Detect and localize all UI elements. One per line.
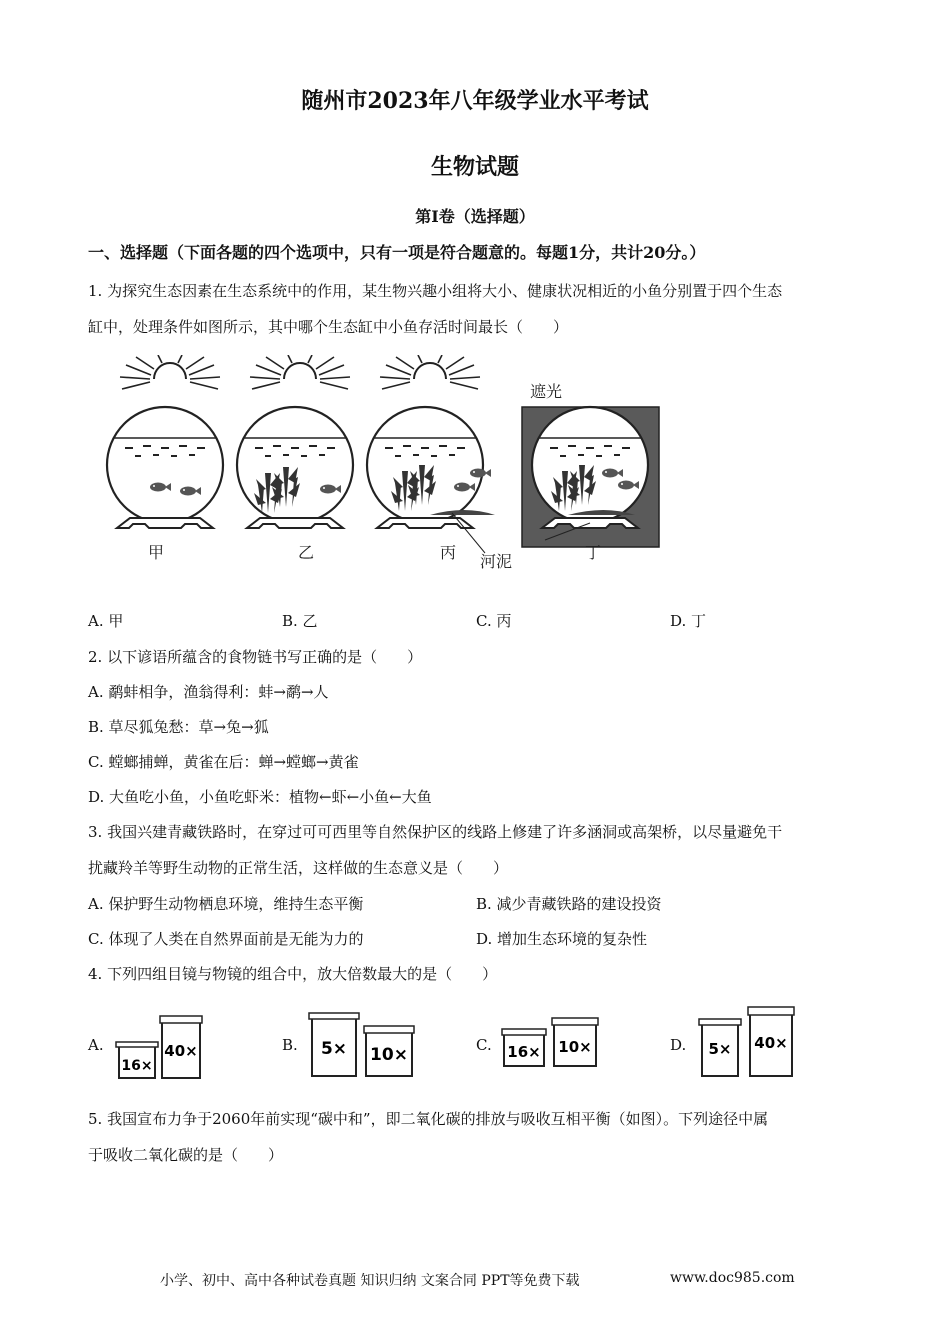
q4-option-a-letter: A.: [88, 1036, 104, 1054]
q3-stem-line1: 3. 我国兴建青藏铁路时，在穿过可可西里等自然保护区的线路上修建了许多涵洞或高架桥，以尽量避免干: [88, 823, 783, 841]
q3-stem-line2: 扰藏羚羊等野生动物的正常生活，这样做的生态意义是（ ）: [88, 859, 509, 877]
q4-option-c-letter: C.: [476, 1036, 492, 1054]
lens-c-eyepiece-label: 16×: [507, 1043, 541, 1061]
lens-d-eyepiece-label: 5×: [708, 1040, 732, 1058]
label-jia: 甲: [148, 543, 165, 562]
q3-option-b: B. 减少青藏铁路的建设投资: [476, 895, 662, 913]
q2-option-a: A. 鹬蚌相争，渔翁得利：蚌→鹬→人: [88, 683, 329, 701]
q3-option-a: A. 保护野生动物栖息环境，维持生态平衡: [88, 895, 364, 913]
q1-stem-line2: 缸中，处理条件如图所示，其中哪个生态缸中小鱼存活时间最长（ ）: [88, 318, 569, 336]
lens-c-objective-label: 10×: [558, 1038, 592, 1056]
q3-option-c: C. 体现了人类在自然界面前是无能为力的: [88, 930, 364, 948]
lens-d-objective-label: 40×: [754, 1034, 788, 1052]
q2-option-b: B. 草尽狐兔愁：草→兔→狐: [88, 718, 269, 736]
q4-lens-set-c: [498, 1012, 608, 1072]
footer-url[interactable]: www.doc985.com: [670, 1270, 795, 1286]
q4-stem: 4. 下列四组目镜与物镜的组合中，放大倍数最大的是（ ）: [88, 965, 498, 983]
q2-stem: 2. 以下谚语所蕴含的食物链书写正确的是（ ）: [88, 648, 423, 666]
q1-option-b: B. 乙: [282, 612, 318, 630]
label-bing: 丙: [440, 543, 457, 562]
q1-stem-line1: 1. 为探究生态因素在生态系统中的作用，某生物兴趣小组将大小、健康状况相近的小鱼分别置于四个生态: [88, 282, 783, 300]
lens-a-eyepiece-label: 16×: [121, 1058, 153, 1074]
q4-option-b-letter: B.: [282, 1036, 298, 1054]
volume-heading: 第I卷（选择题）: [415, 207, 535, 226]
q1-ecosystem-figure: [100, 355, 670, 580]
q4-option-d-letter: D.: [670, 1036, 687, 1054]
q4-lens-set-b: [304, 1010, 424, 1082]
lens-b-objective-label: 10×: [370, 1045, 408, 1065]
q1-option-a: A. 甲: [88, 612, 124, 630]
q1-option-c: C. 丙: [476, 612, 512, 630]
label-yi: 乙: [298, 543, 315, 562]
lens-a-objective-label: 40×: [164, 1042, 198, 1060]
q2-option-c: C. 螳螂捕蝉，黄雀在后：蝉→螳螂→黄雀: [88, 753, 359, 771]
label-ding: 丁: [585, 543, 602, 562]
shade-label: 遮光: [530, 382, 563, 401]
q5-stem-line1: 5. 我国宣布力争于2060年前实现“碳中和”，即二氧化碳的排放与吸收互相平衡（如图）。下列途径中属: [88, 1110, 769, 1128]
q1-option-d: D. 丁: [670, 612, 707, 630]
exam-title: 随州市2023年八年级学业水平考试: [301, 88, 649, 114]
lens-b-eyepiece-label: 5×: [320, 1039, 348, 1059]
q4-lens-set-d: [694, 1002, 804, 1082]
section-heading: 一、选择题（下面各题的四个选项中，只有一项是符合题意的。每题1分，共计20分。）: [88, 243, 706, 262]
exam-subtitle: 生物试题: [430, 154, 519, 180]
footer-text: 小学、初中、高中各种试卷真题 知识归纳 文案合同 PPT等免费下载: [160, 1273, 580, 1289]
q3-option-d: D. 增加生态环境的复杂性: [476, 930, 648, 948]
mud-label: 河泥: [480, 552, 513, 571]
q5-stem-line2: 于吸收二氧化碳的是（ ）: [88, 1146, 284, 1164]
q2-option-d: D. 大鱼吃小鱼，小鱼吃虾米：植物←虾←小鱼←大鱼: [88, 788, 432, 806]
q4-lens-set-a: [112, 1012, 212, 1082]
